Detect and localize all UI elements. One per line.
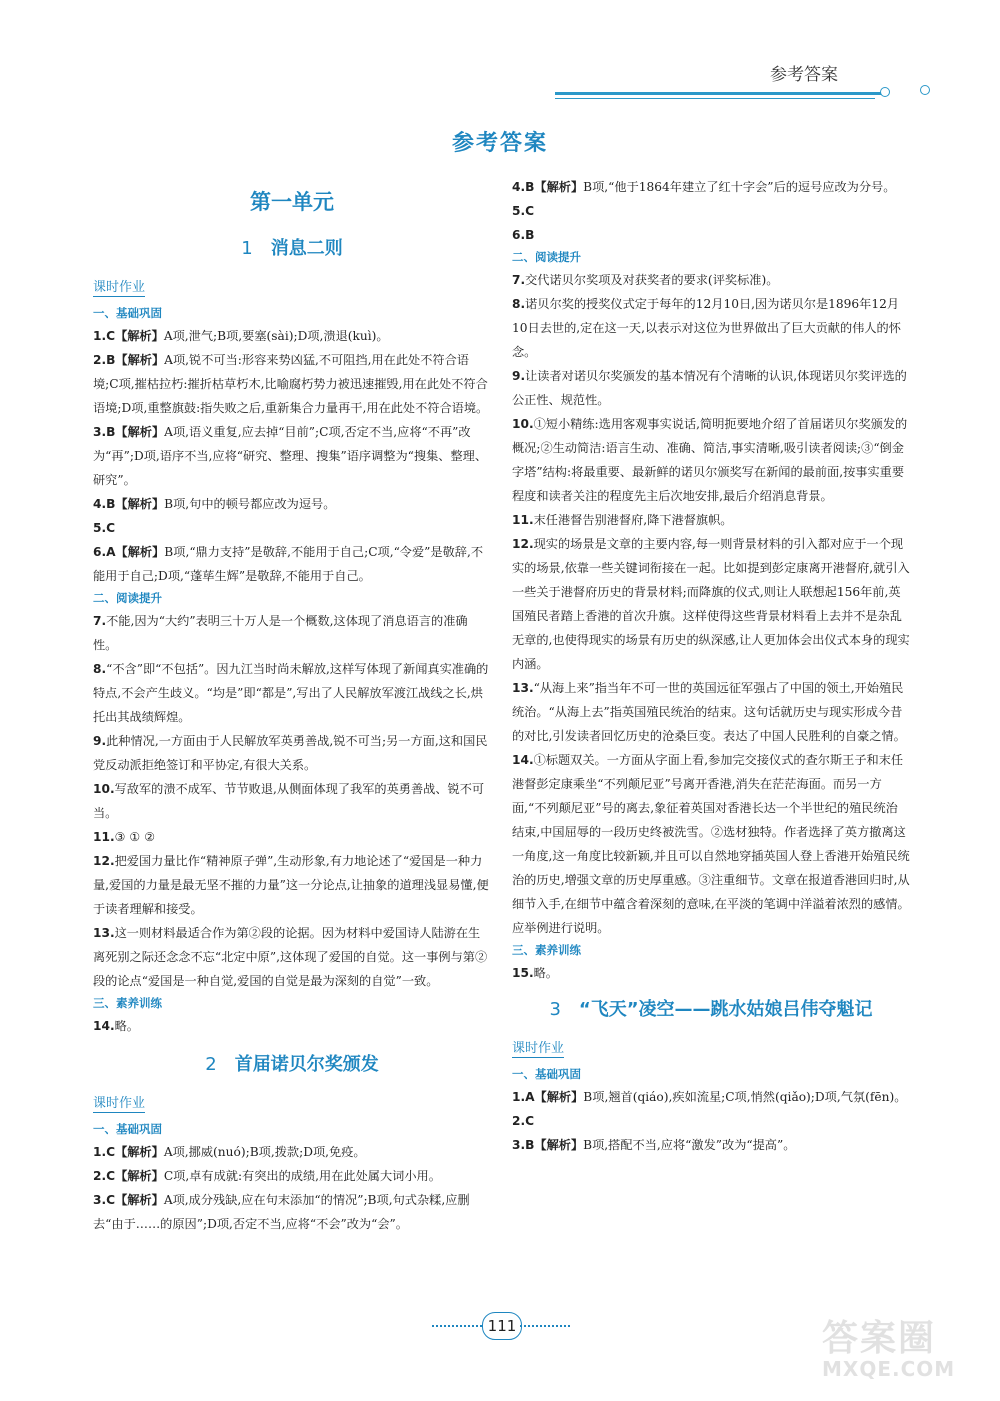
- answer-text: C项,卓有成就:有突出的成绩,用在此处属大词小用。: [163, 1169, 441, 1183]
- answer-item: [512, 412, 910, 508]
- subsection-heading: 二、阅读提升: [512, 250, 581, 264]
- answer-item: [93, 921, 491, 993]
- answer-number: 13.: [93, 926, 115, 940]
- analysis-tag: 【解析】: [115, 1193, 164, 1207]
- left-column: [93, 170, 491, 1236]
- answer-text: A项,挪威(nuó);B项,拨款;D项,免疫。: [163, 1145, 366, 1159]
- answer-item: [93, 1014, 491, 1038]
- answer-text: A项,成分残缺,应在句末添加“的情况”;B项,句式杂糅,应删去“由于……的原因”;D项,否定不当,应将“不会”改为“会”。: [93, 1193, 470, 1231]
- answer-number: 14.: [512, 753, 534, 767]
- section-label: 课时作业: [512, 1037, 564, 1058]
- answer-item: [512, 1133, 910, 1157]
- header-circle-icon: [880, 87, 890, 97]
- answer-number: 7.: [512, 273, 526, 287]
- answer-item: [512, 292, 910, 364]
- answer-number: 8.: [512, 297, 526, 311]
- answer-item: [512, 364, 910, 412]
- answer-item: [512, 1109, 910, 1133]
- lesson-name: 消息二则: [270, 238, 343, 259]
- answer-number: 6.B: [512, 228, 535, 242]
- answer-item: [93, 1140, 491, 1164]
- analysis-tag: 【解析】: [115, 1169, 164, 1183]
- answer-number: 1.A: [512, 1090, 535, 1104]
- section-label: 课时作业: [93, 1092, 145, 1113]
- answer-text: A项,语义重复,应去掉“目前”;C项,否定不当,应将“不再”改为“再”;D项,语序不当,应将“研究、整理、搜集”语序调整为“搜集、整理、研究”。: [93, 425, 488, 487]
- answer-number: 12.: [93, 854, 115, 868]
- answer-text: ①短小精练:选用客观事实说话,简明扼要地介绍了首届诺贝尔奖颁发的概况;②生动简洁:语言生动、准确、简洁,事实清晰,吸引读者阅读;③“倒金字塔”结构:将最重要、最新鲜的诺贝尔颁奖写在新闻的最前面,按事实重要程度和读者关注的程度先主后次地安排,最后介绍消息背景。: [512, 417, 908, 503]
- watermark-logo: [822, 1310, 982, 1390]
- answer-number: 2.C: [512, 1114, 535, 1128]
- answer-number: 3.B: [93, 425, 116, 439]
- answer-item: [512, 268, 910, 292]
- right-column: [512, 175, 910, 1157]
- analysis-tag: 【解析】: [534, 1090, 584, 1104]
- answer-item: [93, 729, 491, 777]
- header-rule: [555, 92, 885, 95]
- answer-item: [93, 609, 491, 657]
- subsection-heading: 一、基础巩固: [93, 1122, 162, 1136]
- answer-number: 1.C: [93, 1145, 116, 1159]
- lesson-title: [93, 234, 491, 260]
- answer-text: B项,“鼎力支持”是敬辞,不能用于自己;C项,“令爱”是敬辞,不能用于自己;D项,“蓬荜生辉”是敬辞,不能用于自己。: [93, 545, 484, 583]
- answer-item: [512, 223, 910, 247]
- answer-item: [512, 532, 910, 676]
- answer-text: 让读者对诺贝尔奖颁发的基本情况有个清晰的认识,体现诺贝尔奖评选的公正性、规范性。: [512, 369, 907, 407]
- answer-number: 4.B: [93, 497, 116, 511]
- subsection-heading: 三、素养训练: [512, 943, 581, 957]
- analysis-tag: 【解析】: [115, 329, 164, 343]
- answer-text: “从海上来”指当年不可一世的英国远征军强占了中国的领土,开始殖民统治。“从海上去”指英国殖民统治的结束。这句话就历史与现实形成今昔的对比,引发读者回忆历史的沧桑巨变。表达了中国人民胜利的自豪之情。: [512, 681, 906, 743]
- answer-number: 10.: [512, 417, 534, 431]
- lesson-name: 首届诺贝尔奖颁发: [234, 1054, 379, 1075]
- answer-text: “不含”即“不包括”。因九江当时尚未解放,这样写体现了新闻真实准确的特点,不会产生歧义。“均是”即“都是”,写出了人民解放军渡江战线之长,烘托出其战绩辉煌。: [93, 662, 489, 724]
- analysis-tag: 【解析】: [534, 1138, 584, 1152]
- header-circle-icon: [920, 85, 930, 95]
- answer-text: ③ ① ②: [114, 830, 156, 844]
- analysis-tag: 【解析】: [115, 497, 165, 511]
- answer-number: 1.C: [93, 329, 116, 343]
- answer-item: [512, 676, 910, 748]
- answer-text: 诺贝尔奖的授奖仪式定于每年的12月10日,因为诺贝尔是1896年12月10日去世的,定在这一天,以表示对这位为世界做出了巨大贡献的伟人的怀念。: [512, 297, 901, 359]
- header-rule-thin: [555, 98, 875, 99]
- watermark-url: MXQE.COM: [822, 1357, 956, 1381]
- answer-item: [512, 748, 910, 940]
- footer-dots: [432, 1325, 482, 1327]
- answer-number: 5.C: [512, 204, 535, 218]
- analysis-tag: 【解析】: [115, 545, 165, 559]
- answer-text: 略。: [114, 1019, 139, 1033]
- lesson-title: [512, 995, 910, 1021]
- answer-number: 15.: [512, 966, 534, 980]
- answer-text: 略。: [533, 966, 558, 980]
- lesson-number: 1: [241, 238, 253, 259]
- answer-item: [93, 657, 491, 729]
- page-number: 111: [482, 1312, 522, 1340]
- subsection-heading: 一、基础巩固: [93, 306, 162, 320]
- lesson-number: 2: [205, 1054, 217, 1075]
- answer-text: 交代诺贝尔奖项及对获奖者的要求(评奖标准)。: [525, 273, 779, 287]
- unit-title: 第一单元: [250, 190, 334, 214]
- answer-number: 13.: [512, 681, 534, 695]
- answer-item: [93, 540, 491, 588]
- analysis-tag: 【解析】: [115, 353, 165, 367]
- answer-number: 5.C: [93, 521, 116, 535]
- page-title: 参考答案: [451, 131, 548, 156]
- analysis-tag: 【解析】: [115, 1145, 164, 1159]
- footer-dots: [520, 1325, 570, 1327]
- lesson-name: “飞天”凌空——跳水姑娘吕伟夺魁记: [578, 999, 873, 1020]
- answer-text: 写敌军的溃不成军、节节败退,从侧面体现了我军的英勇善战、锐不可当。: [93, 782, 485, 820]
- answer-item: [512, 508, 910, 532]
- answer-number: 12.: [512, 537, 534, 551]
- answer-item: [93, 516, 491, 540]
- answer-text: 末任港督告别港督府,降下港督旗帜。: [533, 513, 733, 527]
- answer-item: [512, 175, 910, 199]
- answer-text: B项,翘首(qiáo),疾如流星;C项,悄然(qiǎo);D项,气氛(fēn)。: [583, 1090, 907, 1104]
- answer-text: 不能,因为“大约”表明三十万人是一个概数,这体现了消息语言的准确性。: [93, 614, 468, 652]
- answer-number: 6.A: [93, 545, 116, 559]
- answer-number: 2.B: [93, 353, 116, 367]
- subsection-heading: 一、基础巩固: [512, 1067, 581, 1081]
- answer-text: A项,锐不可当:形容来势凶猛,不可阻挡,用在此处不符合语境;C项,摧枯拉朽:摧折枯草朽木,比喻腐朽势力被迅速摧毁,用在此处不符合语境;D项,重整旗鼓:指失败之后,重新集合力量再干,用在此处不符合语境。: [93, 353, 489, 415]
- answer-item: [93, 849, 491, 921]
- answer-item: [93, 492, 491, 516]
- lesson-title: [93, 1050, 491, 1076]
- answer-item: [93, 324, 491, 348]
- analysis-tag: 【解析】: [115, 425, 165, 439]
- answer-number: 4.B: [512, 180, 535, 194]
- answer-number: 11.: [93, 830, 115, 844]
- section-label: 课时作业: [93, 276, 145, 297]
- watermark-text: 答案圈: [822, 1318, 937, 1359]
- answer-number: 3.B: [512, 1138, 535, 1152]
- answer-number: 2.C: [93, 1169, 116, 1183]
- answer-number: 10.: [93, 782, 115, 796]
- answer-item: [512, 199, 910, 223]
- answer-number: 3.C: [93, 1193, 116, 1207]
- answer-text: A项,泄气;B项,要塞(sài);D项,溃退(kuì)。: [163, 329, 389, 343]
- answer-item: [93, 1164, 491, 1188]
- answer-text: 现实的场景是文章的主要内容,每一则背景材料的引入都对应于一个现实的场景,依靠一些关键词衔接在一起。比如提到彭定康离开港督府,就引入一些关于港督府历史的背景材料;而降旗的仪式,则让人联想起156年前,英国殖民者踏上香港的首次升旗。这样使得这些背景材料看上去并不是杂乱无章的,也使得现实的场景有历史的纵深感,让人更加体会出仪式本身的现实内涵。: [512, 537, 910, 671]
- answer-text: B项,搭配不当,应将“激发”改为“提高”。: [583, 1138, 796, 1152]
- lesson-number: 3: [549, 999, 561, 1020]
- answer-item: [93, 825, 491, 849]
- answer-number: 9.: [93, 734, 107, 748]
- answer-text: B项,“他于1864年建立了红十字会”后的逗号应改为分号。: [583, 180, 896, 194]
- subsection-heading: 二、阅读提升: [93, 591, 162, 605]
- analysis-tag: 【解析】: [534, 180, 584, 194]
- answer-number: 11.: [512, 513, 534, 527]
- answer-number: 9.: [512, 369, 526, 383]
- answer-text: ①标题双关。一方面从字面上看,参加完交接仪式的查尔斯王子和末任港督彭定康乘坐“不列颠尼亚”号离开香港,消失在茫茫海面。而另一方面,“不列颠尼亚”号的离去,象征着英国对香港长达一个半世纪的殖民统治结束,中国屈辱的一段历史终被洗雪。②选材独特。作者选择了英方撤离这一角度,这一角度比较新颖,并且可以自然地穿插英国人登上香港开始殖民统治的历史,增强文章的历史厚重感。③注重细节。文章在报道香港回归时,从细节入手,在细节中蕴含着深刻的意味,在平淡的笔调中洋溢着浓烈的感情。应举例进行说明。: [512, 753, 910, 935]
- subsection-heading: 三、素养训练: [93, 996, 162, 1010]
- answer-number: 8.: [93, 662, 107, 676]
- answer-text: B项,句中的顿号都应改为逗号。: [164, 497, 336, 511]
- answer-item: [512, 1085, 910, 1109]
- answer-item: [93, 1188, 491, 1236]
- answer-item: [93, 348, 491, 420]
- answer-item: [93, 777, 491, 825]
- answer-item: [512, 961, 910, 985]
- answer-text: 把爱国力量比作“精神原子弹”,生动形象,有力地论述了“爱国是一种力量,爱国的力量是最无坚不摧的力量”这一分论点,让抽象的道理浅显易懂,便于读者理解和接受。: [93, 854, 489, 916]
- answer-number: 7.: [93, 614, 107, 628]
- answer-text: 此种情况,一方面由于人民解放军英勇善战,锐不可当;另一方面,这和国民党反动派拒绝签订和平协定,有很大关系。: [93, 734, 488, 772]
- answer-item: [93, 420, 491, 492]
- header-label: 参考答案: [770, 65, 838, 85]
- answer-text: 这一则材料最适合作为第②段的论据。因为材料中爱国诗人陆游在生离死别之际还念念不忘“北定中原”,这体现了爱国的自觉。这一事例与第②段的论点“爱国是一种自觉,爱国的自觉是最为深刻的自觉”一致。: [93, 926, 488, 988]
- answer-number: 14.: [93, 1019, 115, 1033]
